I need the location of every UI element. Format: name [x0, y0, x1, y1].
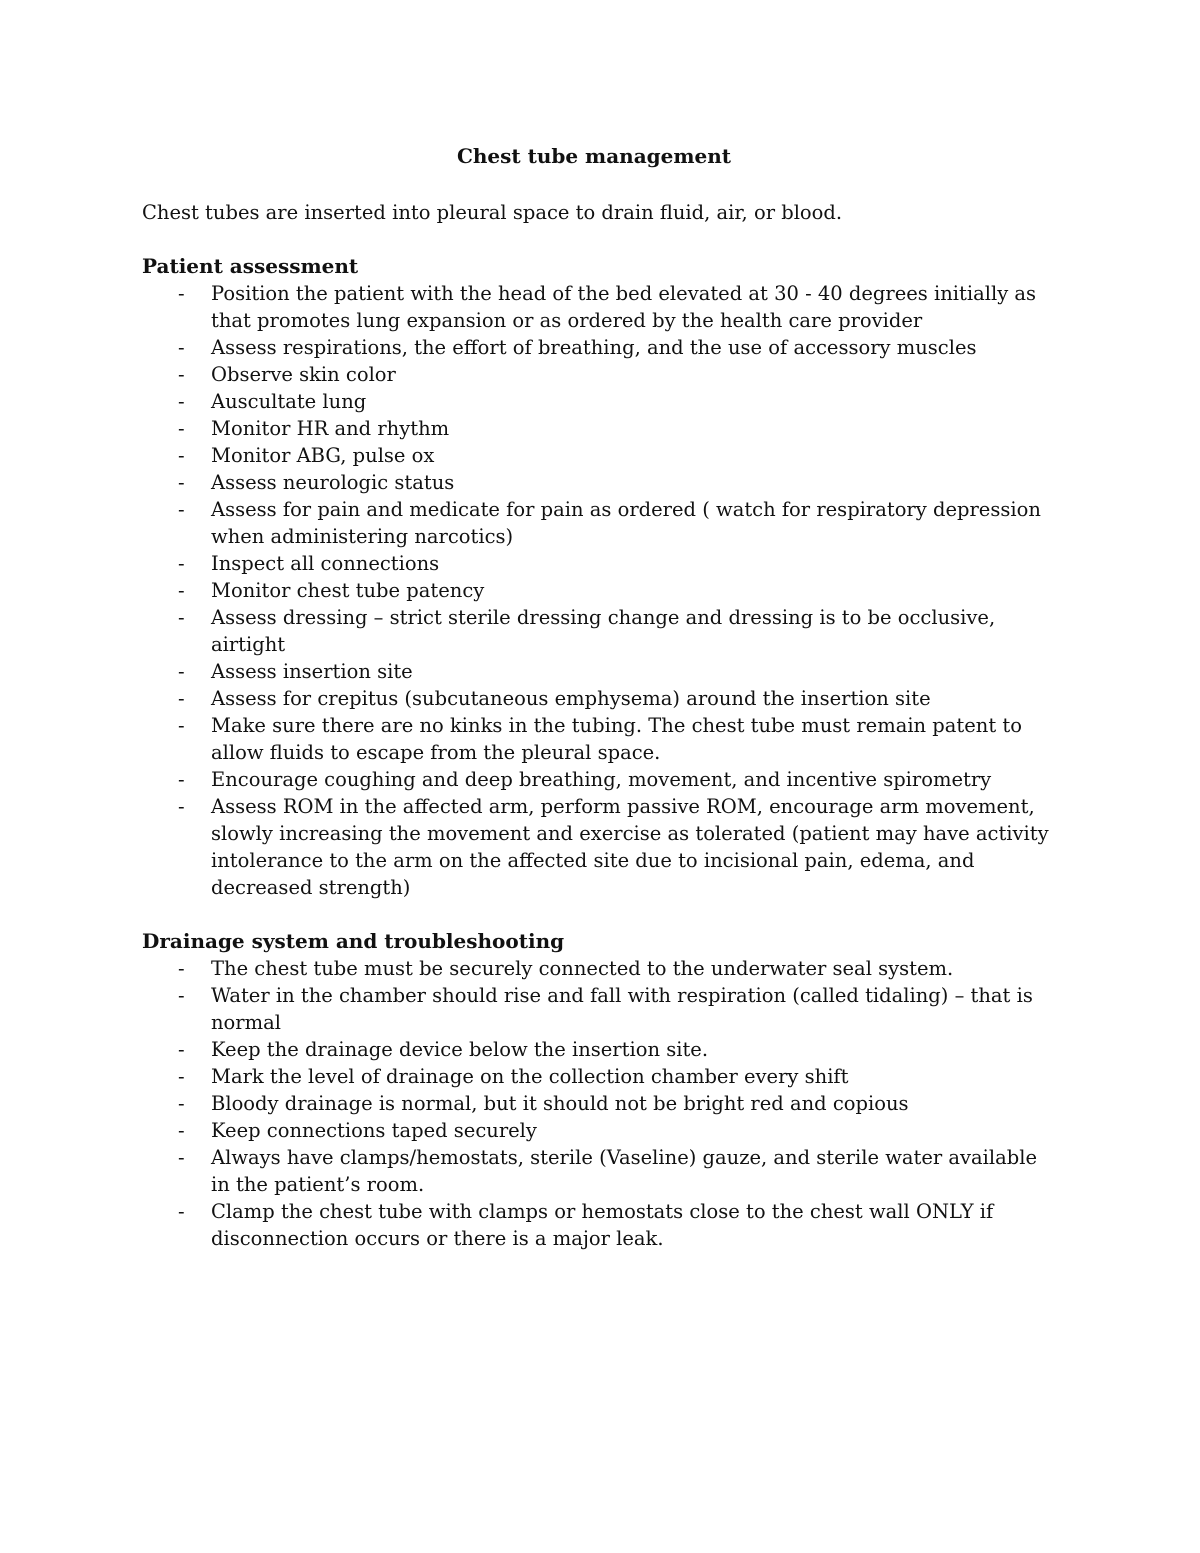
list-item — [142, 388, 1062, 415]
list-item-text: Inspect all connections — [211, 552, 440, 575]
list-item-text: Keep connections taped securely — [211, 1119, 537, 1142]
dash-bullet-icon: - — [178, 444, 185, 467]
list-item-text: Water in the chamber should rise and fall with respiration (called tidaling) – that is normal — [211, 984, 1033, 1034]
list-item-text: Assess respirations, the effort of breathing, and the use of accessory muscles — [211, 336, 977, 359]
document-body — [142, 140, 1062, 1279]
dash-bullet-icon: - — [178, 579, 185, 602]
list-item — [142, 334, 1062, 361]
list-item — [142, 415, 1062, 442]
section-drainage-system — [142, 928, 1062, 1252]
dash-bullet-icon: - — [178, 1038, 185, 1061]
dash-bullet-icon: - — [178, 1065, 185, 1088]
dash-bullet-icon: - — [178, 1119, 185, 1142]
list-item-text: Clamp the chest tube with clamps or hemostats close to the chest wall ONLY if disconnection occurs or there is a major leak. — [211, 1200, 994, 1250]
dash-bullet-icon: - — [178, 336, 185, 359]
list-item — [142, 442, 1062, 469]
list-item-text: Assess for pain and medicate for pain as ordered ( watch for respiratory depression when administering narcotics) — [211, 498, 1041, 548]
intro-paragraph: Chest tubes are inserted into pleural space to drain fluid, air, or blood. — [142, 201, 843, 224]
list-item — [142, 658, 1062, 685]
list-item-text: Mark the level of drainage on the collection chamber every shift — [211, 1065, 849, 1088]
list-item — [142, 1117, 1062, 1144]
section-heading: Patient assessment — [142, 254, 359, 278]
dash-bullet-icon: - — [178, 768, 185, 791]
dash-bullet-icon: - — [178, 1092, 185, 1115]
list-item-text: Encourage coughing and deep breathing, movement, and incentive spirometry — [211, 768, 992, 791]
dash-bullet-icon: - — [178, 606, 185, 629]
list-item — [142, 496, 1062, 550]
section-patient-assessment — [142, 253, 1062, 901]
list-item — [142, 1036, 1062, 1063]
list-item — [142, 1063, 1062, 1090]
dash-bullet-icon: - — [178, 417, 185, 440]
list-item — [142, 982, 1062, 1036]
list-item-text: Monitor HR and rhythm — [211, 417, 450, 440]
dash-bullet-icon: - — [178, 1146, 185, 1169]
dash-bullet-icon: - — [178, 498, 185, 521]
list-item — [142, 1090, 1062, 1117]
list-item — [142, 361, 1062, 388]
dash-bullet-icon: - — [178, 687, 185, 710]
list-item-text: Monitor chest tube patency — [211, 579, 485, 602]
list-item — [142, 550, 1062, 577]
list-item-text: Position the patient with the head of the bed elevated at 30 - 40 degrees initially as that promotes lung expansion or as ordered by the health care provider — [211, 282, 1037, 332]
list-item — [142, 1144, 1062, 1198]
list-item — [142, 712, 1062, 766]
list-item-text: Assess neurologic status — [211, 471, 455, 494]
list-item — [142, 469, 1062, 496]
dash-bullet-icon: - — [178, 363, 185, 386]
list-item-text: Auscultate lung — [211, 390, 367, 413]
list-item-text: Assess for crepitus (subcutaneous emphysema) around the insertion site — [211, 687, 931, 710]
list-item-text: The chest tube must be securely connected to the underwater seal system. — [211, 957, 954, 980]
list-item — [142, 685, 1062, 712]
document-title: Chest tube management — [456, 144, 732, 168]
list-item-text: Observe skin color — [211, 363, 396, 386]
dash-bullet-icon: - — [178, 471, 185, 494]
dash-bullet-icon: - — [178, 552, 185, 575]
bullet-list — [142, 280, 1062, 901]
dash-bullet-icon: - — [178, 714, 185, 737]
bullet-list — [142, 955, 1062, 1252]
list-item — [142, 793, 1062, 901]
list-item — [142, 577, 1062, 604]
dash-bullet-icon: - — [178, 984, 185, 1007]
list-item-text: Assess ROM in the affected arm, perform passive ROM, encourage arm movement, slowly increasing the movement and exercise as tolerated (patient may have activity intolerance to the arm on the affected site due to incisional pain, edema, and decreased strength) — [211, 795, 1049, 899]
list-item — [142, 280, 1062, 334]
list-item-text: Bloody drainage is normal, but it should not be bright red and copious — [211, 1092, 909, 1115]
dash-bullet-icon: - — [178, 1200, 185, 1223]
section-heading: Drainage system and troubleshooting — [142, 929, 565, 953]
list-item-text: Keep the drainage device below the insertion site. — [211, 1038, 709, 1061]
list-item-text: Make sure there are no kinks in the tubing. The chest tube must remain patent to allow fluids to escape from the pleural space. — [211, 714, 1022, 764]
list-item — [142, 1198, 1062, 1252]
list-item — [142, 955, 1062, 982]
dash-bullet-icon: - — [178, 390, 185, 413]
list-item — [142, 766, 1062, 793]
list-item-text: Monitor ABG, pulse ox — [211, 444, 435, 467]
dash-bullet-icon: - — [178, 795, 185, 818]
dash-bullet-icon: - — [178, 282, 185, 305]
dash-bullet-icon: - — [178, 957, 185, 980]
list-item-text: Always have clamps/hemostats, sterile (Vaseline) gauze, and sterile water available in the patient’s room. — [211, 1146, 1038, 1196]
list-item-text: Assess insertion site — [211, 660, 413, 683]
dash-bullet-icon: - — [178, 660, 185, 683]
list-item-text: Assess dressing – strict sterile dressing change and dressing is to be occlusive, airtight — [211, 606, 996, 656]
list-item — [142, 604, 1062, 658]
